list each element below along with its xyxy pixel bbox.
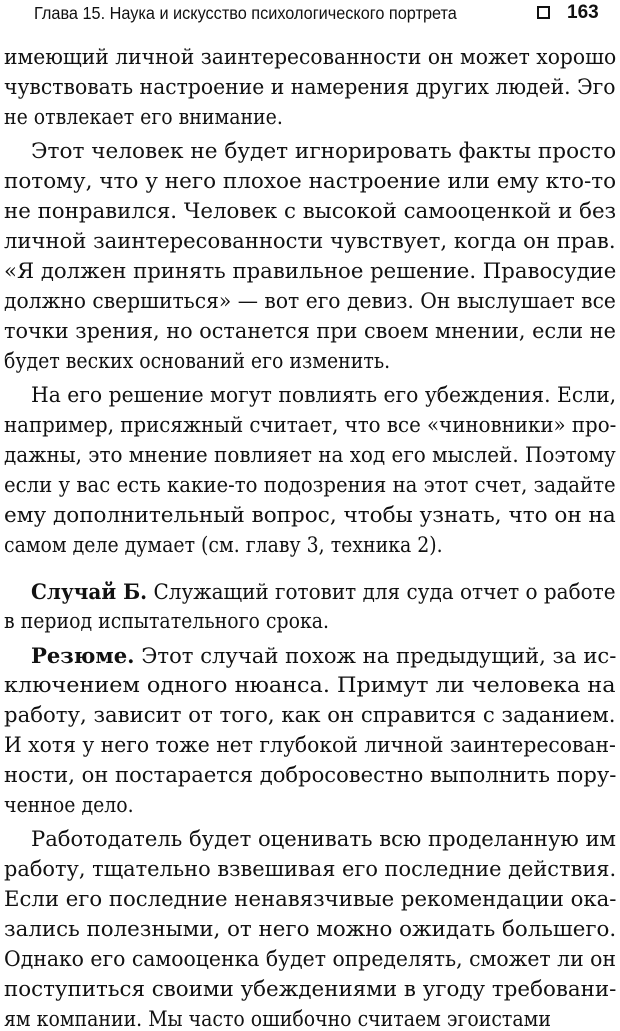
text-line xyxy=(4,351,390,372)
text-line xyxy=(4,859,616,880)
run-in-heading: Случай Б. xyxy=(31,579,148,604)
text-line xyxy=(4,979,616,1000)
text-line xyxy=(4,919,616,940)
text-line xyxy=(4,735,616,756)
line-text: не понравился. Человек с высокой самооценкой и без xyxy=(4,199,617,223)
line-text: «Я должен принять правильное решение. Правосудие xyxy=(4,259,617,283)
line-text: чувствовать настроение и намерения других людей. Эго xyxy=(4,75,616,99)
line-text: Этот человек не будет игнорировать факты просто xyxy=(31,139,617,163)
text-line xyxy=(4,415,616,436)
line-text: И хотя у него тоже нет глубокой личной заинтересован- xyxy=(4,733,616,757)
line-text: например, присяжный считает, что все «чиновники» про- xyxy=(4,413,617,437)
line-text: не отвлекает его внимание. xyxy=(4,105,283,129)
line-text: ности, он постарается добросовестно выполнить пору- xyxy=(4,763,617,787)
line-text: ключением одного нюанса. Примут ли человека на xyxy=(4,673,616,697)
text-line xyxy=(31,385,616,406)
text-line xyxy=(4,611,329,632)
text-line xyxy=(4,795,134,816)
line-text: работу, зависит от того, как он справится с заданием. xyxy=(4,703,616,727)
line-text: Если его последние ненавязчивые рекомендации ока- xyxy=(4,887,617,911)
line-text: если у вас есть какие-то подозрения на этот счет, задайте xyxy=(4,473,616,497)
line-text: ям компании. Мы часто ошибочно считаем эгоистами xyxy=(4,1007,551,1031)
line-text: поступиться своими убеждениями в угоду требовани- xyxy=(4,977,617,1001)
line-text: потому, что у него плохое настроение или ему кто-то xyxy=(4,169,617,193)
text-line xyxy=(4,445,616,466)
line-text: Этот случай похож на предыдущий, за ис- xyxy=(134,644,617,668)
text-line xyxy=(4,949,616,970)
text-line xyxy=(4,107,283,128)
text-line xyxy=(4,77,616,98)
line-text: будет веских оснований его изменить. xyxy=(4,349,391,373)
text-line xyxy=(4,705,616,726)
line-text: в период испытательного срока. xyxy=(4,609,330,633)
text-line xyxy=(4,201,616,222)
text-line xyxy=(31,829,616,850)
text-line xyxy=(4,889,616,910)
text-line xyxy=(4,231,616,252)
line-text: личной заинтересованности чувствует, когда он прав. xyxy=(4,229,616,253)
text-line xyxy=(4,261,616,282)
line-text: На его решение могут повлиять его убеждения. Если, xyxy=(31,383,617,407)
text-line xyxy=(4,321,616,342)
line-text: ему дополнительный вопрос, чтобы узнать, что он на xyxy=(4,503,616,527)
line-text: ченное дело. xyxy=(4,793,134,817)
text-line xyxy=(4,171,616,192)
line-text: точки зрения, но останется при своем мнении, если не xyxy=(4,319,616,343)
line-text: самом деле думает (см. главу 3, техника 2). xyxy=(4,533,443,557)
text-line xyxy=(31,141,616,162)
text-line xyxy=(4,291,616,312)
running-head-chapter-title: Глава 15. Наука и искусство психологического портрета xyxy=(34,3,457,23)
line-text: работу, тщательно взвешивая его последние действия. xyxy=(4,857,617,881)
page-number: 163 xyxy=(567,2,599,23)
text-line xyxy=(4,505,616,526)
line-text: Однако его самооценка будет определять, сможет ли он xyxy=(4,947,616,971)
text-line xyxy=(31,581,616,603)
line-text: имеющий личной заинтересованности он может хорошо xyxy=(4,45,617,69)
line-text: Служащий готовит для суда отчет о работе xyxy=(147,580,616,604)
line-text: зались полезными, от него можно ожидать большего. xyxy=(4,917,617,941)
line-text: Работодатель будет оценивать всю проделанную им xyxy=(31,827,616,851)
line-text: должно свершиться» — вот его девиз. Он выслушает все xyxy=(4,289,616,313)
text-line xyxy=(31,645,616,667)
run-in-heading: Резюме. xyxy=(31,643,135,668)
text-line xyxy=(4,765,616,786)
line-text: дажны, это мнение повлияет на ход его мыслей. Поэтому xyxy=(4,443,616,467)
text-line xyxy=(4,475,616,496)
text-line xyxy=(4,47,616,68)
text-line xyxy=(4,535,443,556)
text-line xyxy=(4,675,616,696)
